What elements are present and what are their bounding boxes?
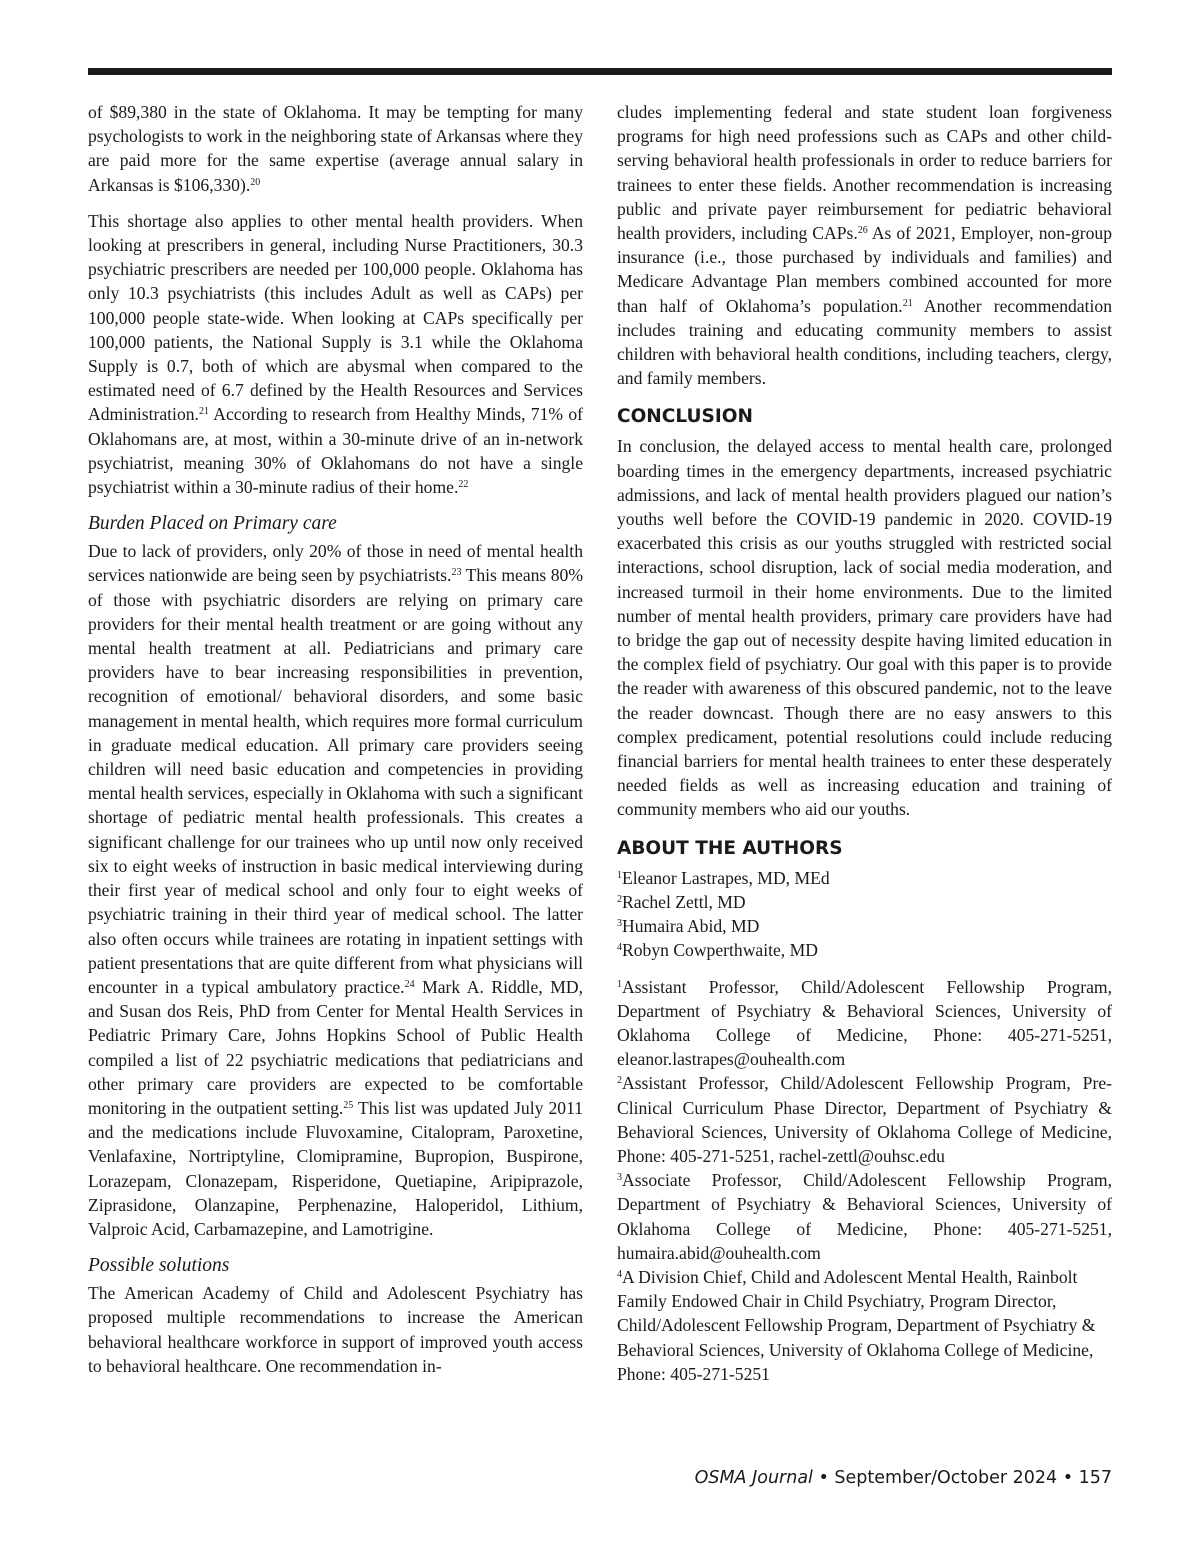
reference-21: 21: [198, 406, 209, 418]
affiliation-item: $^2$Assistant Professor, Child/Adolescent Fellowship Program, Pre-Clinical Curriculum Phase Director, Department of Psychiatry & Behavioral Sciences, University of Oklahoma College of Medicine, Phone: 405-271-5251, rachel-zettl@ouhsc.edu: [617, 1073, 1112, 1166]
paragraph-conclusion: In conclusion, the delayed access to mental health care, prolonged boarding times in the emergency departments, increased psychiatric admissions, and lack of mental health providers plagued our nation’s youths well before the COVID-19 pandemic in 2020. COVID-19 exacerbated this crisis as our youths struggled with restricted social interactions, school disruption, lack of social media moderation, and increased turmoil in their home environments. Due to the limited number of mental health providers, primary care providers have had to bridge the gap out of necessity despite having limited education in the complex field of psychiatry. Our goal with this paper is to provide the reader with awareness of this obscured pandemic, not to the leave the reader downcast. Though there are no easy answers to this complex predicament, potential resolutions could include reducing financial barriers for mental health trainees to enter these desperately needed fields as well as increasing education and training of community members who aid our youths.: [617, 436, 1112, 820]
issue-date: September/October 2024: [834, 1468, 1058, 1488]
author-list: [617, 866, 1112, 963]
paragraph-solutions: The American Academy of Child and Adolescent Psychiatry has proposed multiple recommendations to increase the American behavioral healthcare workforce in support of improved youth access to behavioral healthcare. One recommendation in-: [88, 1283, 583, 1376]
affiliation-list: [617, 975, 1112, 1386]
author-item: $^2$Rachel Zettl, MD: [617, 891, 746, 912]
subheading-burden: Burden Placed on Primary care: [88, 513, 337, 535]
left-column: [88, 100, 583, 1378]
affiliation-item: $^1$Assistant Professor, Child/Adolescent Fellowship Program, Department of Psychiatry & Behavioral Sciences, University of Oklahoma College of Medicine, Phone: 405-271-5251, eleanor.lastrapes@ouhealth.com: [617, 976, 1112, 1070]
reference-21b: 21: [902, 297, 913, 309]
paragraph-shortage: This shortage also applies to other mental health providers. When looking at prescribers in general, including Nurse Practitioners, 30.3 psychiatric prescribers are needed per 100,000 people. Oklahoma has only 10.3 psychiatrists (this includes Adult as well as CAPs) per 100,000 people state-wide. When looking at CAPs specifically per 100,000 patients, the National Supply is 3.1 while the Oklahoma Supply is 0.7, both of which are abysmal when compared to the estimated need of 6.7 defined by the Health Resources and Services Administration.$^{21}$ According to research from Healthy Minds, 71% of Oklahomans are, at most, within a 30-minute drive of an in-network psychiatrist, meaning 30% of Oklahomans do not have a single psychiatrist within a 30-minute radius of their home.$^{22}$: [88, 210, 583, 498]
right-column: [617, 100, 1112, 1386]
journal-name: OSMA Journal: [694, 1468, 813, 1488]
reference-23: 23: [451, 567, 462, 579]
paragraph-burden: Due to lack of providers, only 20% of those in need of mental health services nationwide are being seen by psychiatrists.$^{23}$ This means 80% of those with psychiatric disorders are relying on primary care providers for their mental health treatment or are going without any mental health treatment at all. Pediatricians and primary care providers have to bear increasing responsibilities in prevention, recognition of emotional/ behavioral disorders, and some basic management in mental health, which requires more formal curriculum in graduate medical education. All primary care providers seeing children will need basic education and competencies in providing mental health services, especially in Oklahoma with such a significant shortage of pediatric mental health professionals. This creates a significant challenge for our trainees who up until now only received six to eight weeks of instruction in basic medical interviewing during their first year of medical school and only four to eight weeks of psychiatric training in their third year of medical school. The latter also often occurs while trainees are rotating in inpatient settings with patient presentations that are quite different from what physicians will encounter in a typical ambulatory practice.$^{24}$ Mark A. Riddle, MD, and Susan dos Reis, PhD from Center for Mental Health Services in Pediatric Primary Care, Johns Hopkins School of Public Health compiled a list of 22 psychiatric medications that pediatricians and other primary care providers are expected to be comfortable monitoring in the outpatient setting.$^{25}$ This list was updated July 2011 and the medications include Fluvoxamine, Citalopram, Paroxetine, Venlafaxine, Nortriptyline, Clomipramine, Bupropion, Buspirone, Lorazepam, Clonazepam, Risperidone, Quetiapine, Aripiprazole, Ziprasidone, Olanzapine, Perphenazine, Haloperidol, Lithium, Valproic Acid, Carbamazepine, and Lamotrigine.: [88, 541, 584, 1239]
heading-about-authors: ABOUT THE AUTHORS: [617, 837, 843, 859]
reference-20: 20: [250, 176, 261, 188]
author-item: $^3$Humaira Abid, MD: [617, 916, 760, 937]
paragraph-salary: of $89,380 in the state of Oklahoma. It may be tempting for many psychologists to work in the neighboring state of Arkansas where they are paid more for the same expertise (average annual salary in Arkansas is $106,330).$^{20}$: [88, 102, 583, 195]
reference-25: 25: [343, 1099, 354, 1111]
author-item: $^1$Eleanor Lastrapes, MD, MEd: [617, 867, 830, 888]
affiliation-item: $^4$A Division Chief, Child and Adolescent Mental Health, Rainbolt Family Endowed Chair in Child Psychiatry, Program Director, Child/Adolescent Fellowship Program, Department of Psychiatry & Behavioral Sciences, University of Oklahoma College of Medicine, Phone: 405-271-5251: [617, 1266, 1096, 1384]
heading-conclusion: CONCLUSION: [617, 406, 753, 428]
page-number: 157: [1078, 1468, 1112, 1488]
reference-24: 24: [404, 978, 415, 990]
page-footer: OSMA Journal • September/October 2024 • 157: [694, 1468, 1112, 1488]
affiliation-item: $^3$Associate Professor, Child/Adolescent Fellowship Program, Department of Psychiatry & Behavioral Sciences, University of Oklahoma College of Medicine, Phone: 405-271-5251, humaira.abid@ouhealth.com: [617, 1170, 1112, 1263]
subheading-solutions: Possible solutions: [88, 1255, 230, 1277]
author-item: $^4$Robyn Cowperthwaite, MD: [617, 940, 818, 961]
reference-22: 22: [458, 479, 469, 491]
top-rule: [88, 68, 1112, 75]
paragraph-recommendations: cludes implementing federal and state student loan forgiveness programs for high need professions such as CAPs and other child-serving behavioral health professionals in order to reduce barriers for trainees to enter these fields. Another recommendation is increasing public and private payer reimbursement for pediatric behavioral health providers, including CAPs.$^{26}$ As of 2021, Employer, non-group insurance (i.e., those purchased by individuals and families) and Medicare Advantage Plan members combined accounted for more than half of Oklahoma’s population.$^{21}$ Another recommendation includes training and educating community members to assist children with behavioral health conditions, including teachers, clergy, and family members.: [617, 102, 1112, 389]
reference-26: 26: [857, 225, 868, 237]
